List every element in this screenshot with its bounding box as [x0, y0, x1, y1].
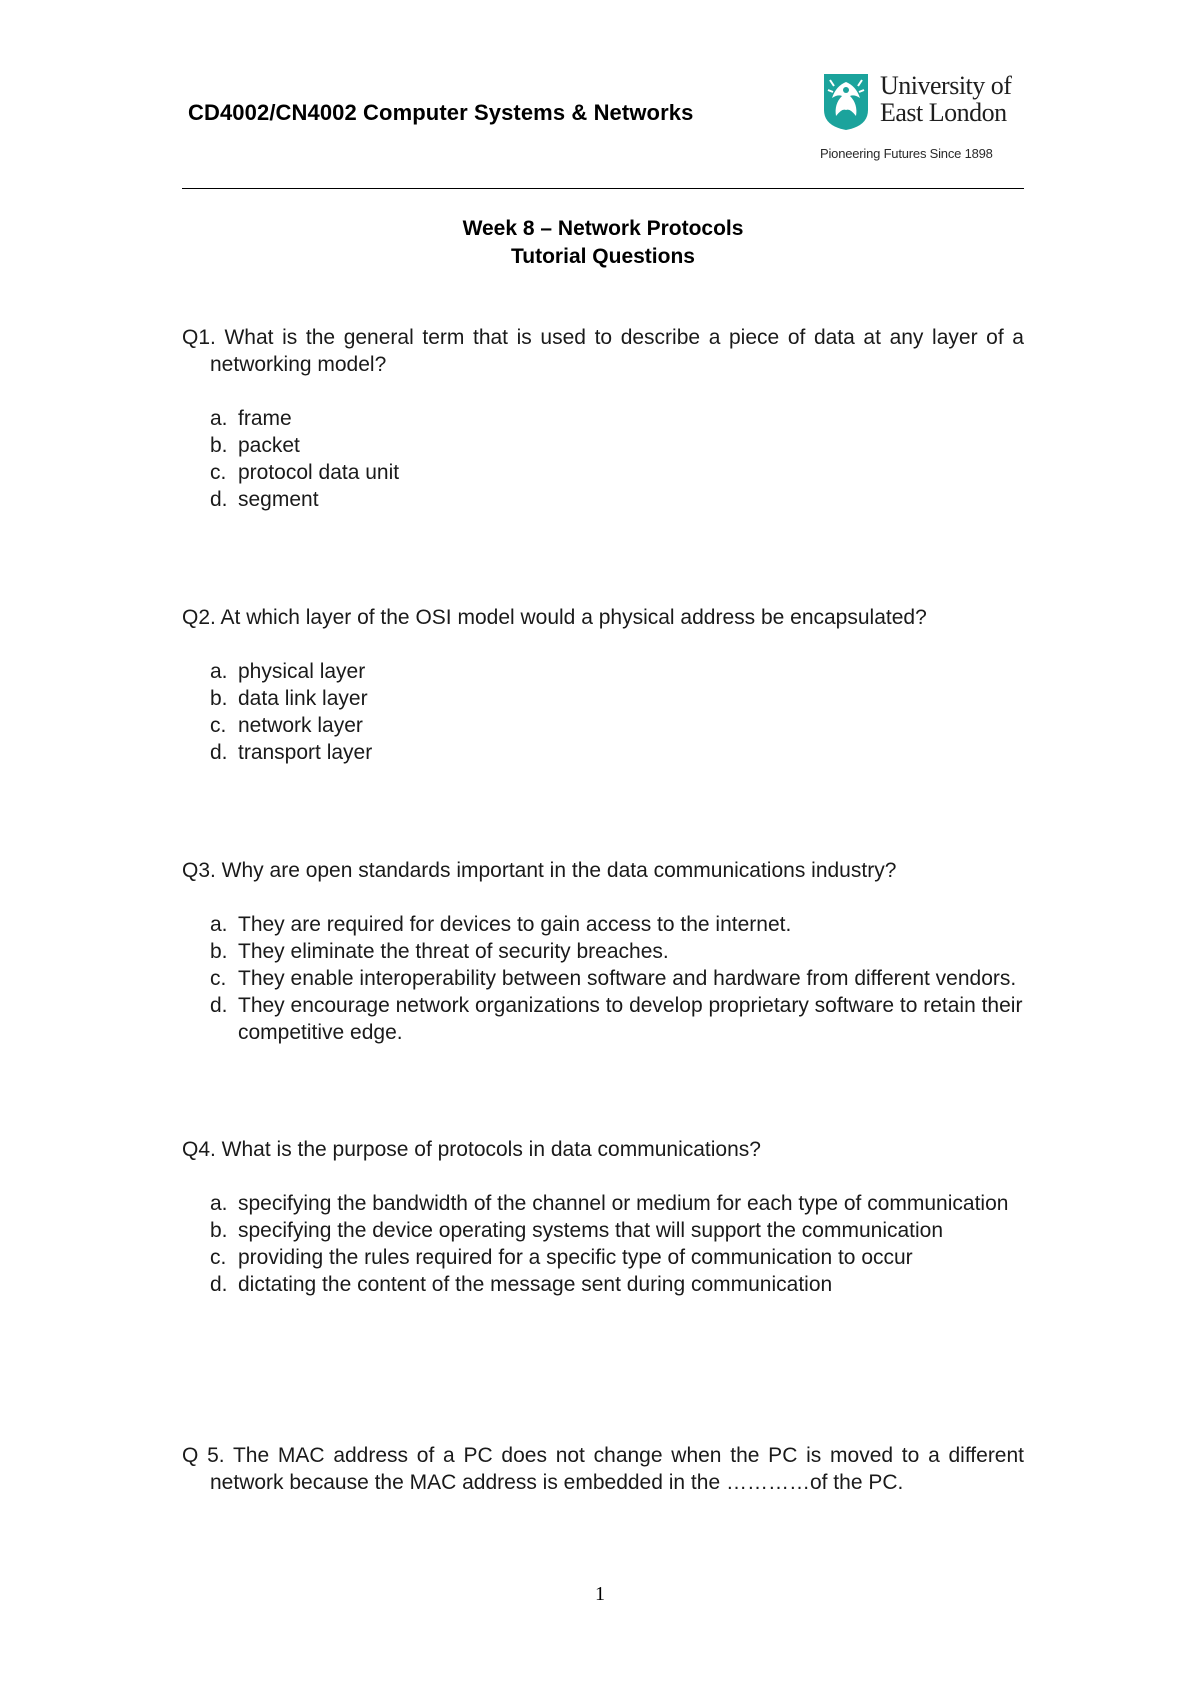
answer-option: a. frame	[210, 407, 292, 430]
answer-options	[182, 911, 1024, 1046]
answer-option: b. specifying the device operating systems that will support the communication	[210, 1219, 944, 1242]
page-number: 1	[595, 1583, 605, 1605]
answer-option: b. They eliminate the threat of security breaches.	[210, 940, 669, 963]
question-text: Q1. What is the general term that is used to describe a piece of data at any layer of a networking model?	[182, 326, 1024, 376]
answer-options	[182, 658, 1024, 766]
page-title: Week 8 – Network Protocols	[462, 217, 744, 240]
answer-option: c. network layer	[210, 714, 363, 737]
page-subtitle: Tutorial Questions	[511, 245, 695, 268]
question-1	[182, 324, 1024, 513]
answer-option: d. dictating the content of the message sent during communication	[210, 1273, 833, 1296]
answer-option: a. They are required for devices to gain access to the internet.	[210, 913, 792, 936]
answer-option: c. providing the rules required for a specific type of communication to occur	[210, 1246, 913, 1269]
answer-option: d. transport layer	[210, 741, 373, 764]
logo-name-line1: University of	[880, 71, 1012, 100]
answer-option: b. packet	[210, 434, 300, 457]
answer-option: d. segment	[210, 488, 319, 511]
answer-option: b. data link layer	[210, 687, 368, 710]
question-2	[182, 604, 1024, 766]
answer-option: a. physical layer	[210, 660, 366, 683]
question-text: Q4. What is the purpose of protocols in data communications?	[182, 1138, 761, 1161]
question-text: Q 5. The MAC address of a PC does not change when the PC is moved to a different network because the MAC address is embedded in the …………of the PC.	[182, 1444, 1024, 1494]
logo-tagline: Pioneering Futures Since 1898	[820, 146, 993, 161]
answer-options	[182, 1190, 1024, 1298]
answer-option: d. They encourage network organizations to develop proprietary software to retain their competitive edge.	[210, 994, 1023, 1044]
header-divider	[182, 188, 1024, 189]
answer-options	[182, 405, 1024, 513]
answer-option: a. specifying the bandwidth of the channel or medium for each type of communication	[210, 1192, 1009, 1215]
course-title: CD4002/CN4002 Computer Systems & Networks	[188, 100, 694, 125]
question-3	[182, 857, 1024, 1046]
university-logo	[820, 68, 1030, 168]
logo-name-line2: East London	[880, 98, 1007, 127]
question-text: Q2. At which layer of the OSI model would a physical address be encapsulated?	[182, 606, 927, 629]
question-4	[182, 1136, 1024, 1298]
question-5	[182, 1442, 1024, 1496]
phoenix-emblem-icon	[820, 70, 872, 132]
logo-wordmark	[880, 72, 1011, 126]
question-text: Q3. Why are open standards important in the data communications industry?	[182, 859, 897, 882]
answer-option: c. protocol data unit	[210, 461, 400, 484]
answer-option: c. They enable interoperability between software and hardware from different vendors.	[210, 967, 1017, 990]
